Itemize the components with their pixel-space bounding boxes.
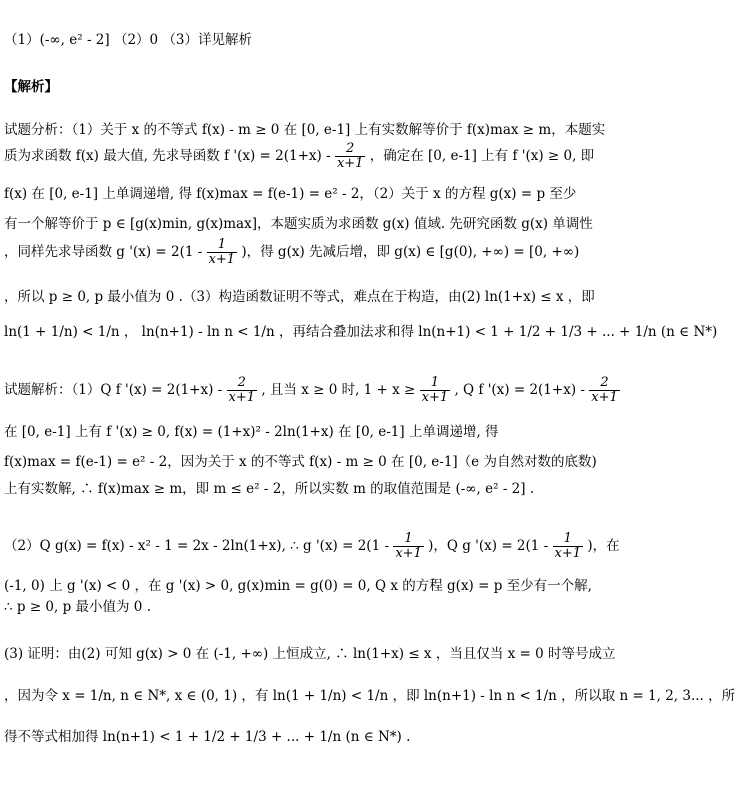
fraction-denominator: x+1 [336, 156, 364, 171]
fraction [207, 238, 238, 267]
solution-line-1-text-b: , 且当 x ≥ 0 时, 1 + x ≥ [261, 382, 416, 398]
fraction-denominator: x+1 [228, 390, 256, 405]
answer-line: （1）(-∞, e² - 2] （2）0 （3）详见解析 [4, 32, 252, 48]
solution-part2-line-3: ∴ p ≥ 0, p 最小值为 0 . [4, 599, 151, 615]
analysis-line-5 [4, 238, 579, 267]
analysis-line-5-text-b: )，得 g(x) 先减后增，即 g(x) ∈ [g(0), +∞) = [0, +∞) [241, 244, 580, 260]
fraction [393, 532, 424, 561]
solution-line-4: 上有实数解, ∴ f(x)max ≥ m，即 m ≤ e² - 2，所以实数 m 的取值范围是 (-∞, e² - 2] . [4, 481, 535, 497]
fraction-denominator: x+1 [554, 546, 582, 561]
solution-line-1-text-c: , Q f '(x) = 2(1+x) - [454, 382, 585, 398]
fraction-numerator: 1 [393, 532, 424, 547]
fraction-denominator: x+1 [591, 390, 618, 405]
fraction [553, 532, 584, 561]
solution-part3-line-1: (3) 证明：由(2) 可知 g(x) > 0 在 (-1, +∞) 上恒成立, ∴ ln(1+x) ≤ x ，当且仅当 x = 0 时等号成立 [4, 646, 616, 662]
analysis-line-6: ，所以 p ≥ 0, p 最小值为 0 .（3）构造函数证明不等式，难点在于构造，由(2) ln(1+x) ≤ x ，即 [4, 289, 595, 305]
fraction [420, 376, 451, 405]
fraction-numerator: 1 [553, 532, 584, 547]
solution-part2-line-1 [4, 532, 620, 561]
solution-part2-text-c: )，在 [587, 538, 620, 554]
solution-part3-line-3: 得不等式相加得 ln(n+1) < 1 + 1/2 + 1/3 + ... + 1/n (n ∈ N*) . [4, 729, 411, 745]
solution-part2-line-2: (-1, 0) 上 g '(x) < 0 ，在 g '(x) > 0, g(x)min = g(0) = 0, Q x 的方程 g(x) = p 至少有一个解, [4, 578, 592, 594]
solution-line-1-text-a: 试题解析：（1）Q f '(x) = 2(1+x) - [4, 382, 223, 398]
solution-part2-text-b: )，Q g '(x) = 2(1 - [428, 538, 549, 554]
analysis-line-2 [4, 142, 594, 171]
fraction [227, 376, 258, 405]
analysis-line-7: ln(1 + 1/n) < 1/n ， ln(n+1) - ln n < 1/n ，再结合叠加法求和得 ln(n+1) < 1 + 1/2 + 1/3 + ... + 1/n (n ∈ N*) [4, 324, 718, 340]
solution-line-2: 在 [0, e-1] 上有 f '(x) ≥ 0, f(x) = (1+x)² - 2ln(1+x) 在 [0, e-1] 上单调递增, 得 [4, 424, 499, 440]
analysis-line-3: f(x) 在 [0, e-1] 上单调递增, 得 f(x)max = f(e-1) = e² - 2，（2）关于 x 的方程 g(x) = p 至少 [4, 186, 577, 202]
fraction-denominator: x+1 [395, 546, 422, 561]
fraction-denominator: x+1 [421, 390, 449, 405]
analysis-line-2-text-a: 质为求函数 f(x) 最大值, 先求导函数 f '(x) = 2(1+x) - [4, 148, 331, 164]
solution-line-3: f(x)max = f(e-1) = e² - 2，因为关于 x 的不等式 f(x) - m ≥ 0 在 [0, e-1]（e 为自然对数的底数) [4, 454, 597, 470]
fraction-numerator: 2 [335, 142, 366, 157]
solution-part2-text-a: （2）Q g(x) = f(x) - x² - 1 = 2x - 2ln(1+x), ∴ g '(x) = 2(1 - [4, 538, 390, 554]
fraction-numerator: 1 [420, 376, 451, 391]
fraction-numerator: 2 [227, 376, 258, 391]
fraction [335, 142, 366, 171]
fraction [589, 376, 620, 405]
analysis-line-4: 有一个解等价于 p ∈ [g(x)min, g(x)max]，本题实质为求函数 g(x) 值域. 先研究函数 g(x) 单调性 [4, 216, 593, 232]
analysis-line-1: 试题分析：（1）关于 x 的不等式 f(x) - m ≥ 0 在 [0, e-1] 上有实数解等价于 f(x)max ≥ m，本题实 [4, 122, 606, 138]
solution-part3-line-2: ，因为令 x = 1/n, n ∈ N*, x ∈ (0, 1) ，有 ln(1 + 1/n) < 1/n ，即 ln(n+1) - ln n < 1/n ，所以取 n = 1, 2, 3... ，所 [4, 688, 735, 704]
solution-line-1 [4, 376, 620, 405]
fraction-numerator: 1 [207, 238, 238, 253]
fraction-numerator: 2 [589, 376, 620, 391]
section-heading: 【解析】 [4, 79, 58, 95]
analysis-line-2-text-b: ，确定在 [0, e-1] 上有 f '(x) ≥ 0, 即 [369, 148, 595, 164]
analysis-line-5-text-a: ，同样先求导函数 g '(x) = 2(1 - [4, 244, 203, 260]
fraction-denominator: x+1 [208, 252, 236, 267]
